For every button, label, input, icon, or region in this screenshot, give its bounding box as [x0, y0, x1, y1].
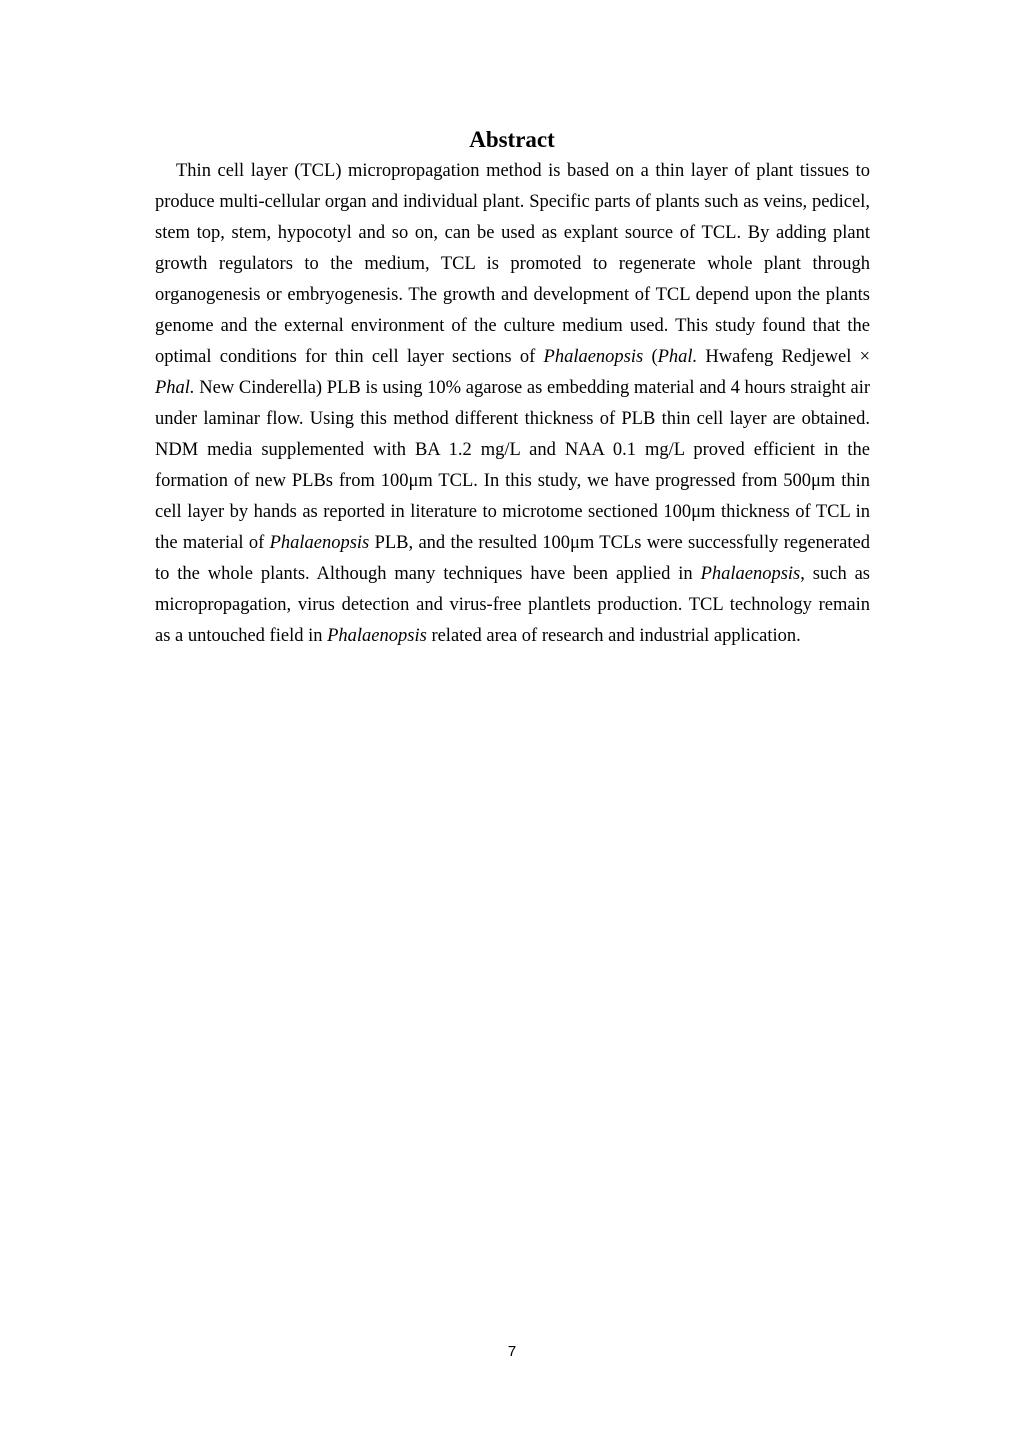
- species-abbrev: Phal.: [155, 378, 195, 398]
- page-number: 7: [507, 1343, 517, 1360]
- abstract-paragraph: [155, 156, 870, 652]
- abstract-text: related area of research and industrial application.: [426, 626, 801, 646]
- species-name: Phalaenopsis: [700, 564, 801, 584]
- abstract-text: Thin cell layer (TCL) micropropagation method is based on a thin layer of plant tissues to produce multi-cellular organ and individual plant. Specific parts of plants such as veins, pedicel, stem top, stem, hypocotyl and so on, can be used as explant source of TCL. By adding plant growth regulators to the medium, TCL is promoted to regenerate whole plant through organogenesis or embryogenesis. The growth and development of TCL depend upon the plants genome and the external environment of the culture medium used. This study found that the optimal conditions for thin cell layer sections of: [155, 161, 870, 367]
- abstract-text: New Cinderella) PLB is using 10% agarose as embedding material and 4 hours straight air under laminar flow. Using this method different thickness of PLB thin cell layer are obtained. NDM media supplemented with BA 1.2 mg/L and NAA 0.1 mg/L proved efficient in the formation of new PLBs from 100μm TCL. In this study, we have progressed from 500μm thin cell layer by hands as reported in literature to microtome sectioned 100μm thickness of TCL in the material of: [155, 378, 870, 553]
- abstract-text: Hwafeng Redjewel ×: [697, 347, 871, 367]
- species-name: Phalaenopsis: [327, 626, 427, 646]
- abstract-text: (: [643, 347, 658, 367]
- abstract-text: , such as micropropagation, virus detection and virus-free plantlets production. TCL technology remain as a untouched field in: [155, 564, 870, 646]
- species-abbrev: Phal.: [657, 347, 698, 367]
- species-name: Phalaenopsis: [543, 347, 644, 367]
- abstract-heading: Abstract: [469, 127, 555, 152]
- abstract-text: PLB, and the resulted 100μm TCLs were successfully regenerated to the whole plants. Although many techniques have been applied in: [155, 533, 870, 584]
- species-name: Phalaenopsis: [269, 533, 370, 553]
